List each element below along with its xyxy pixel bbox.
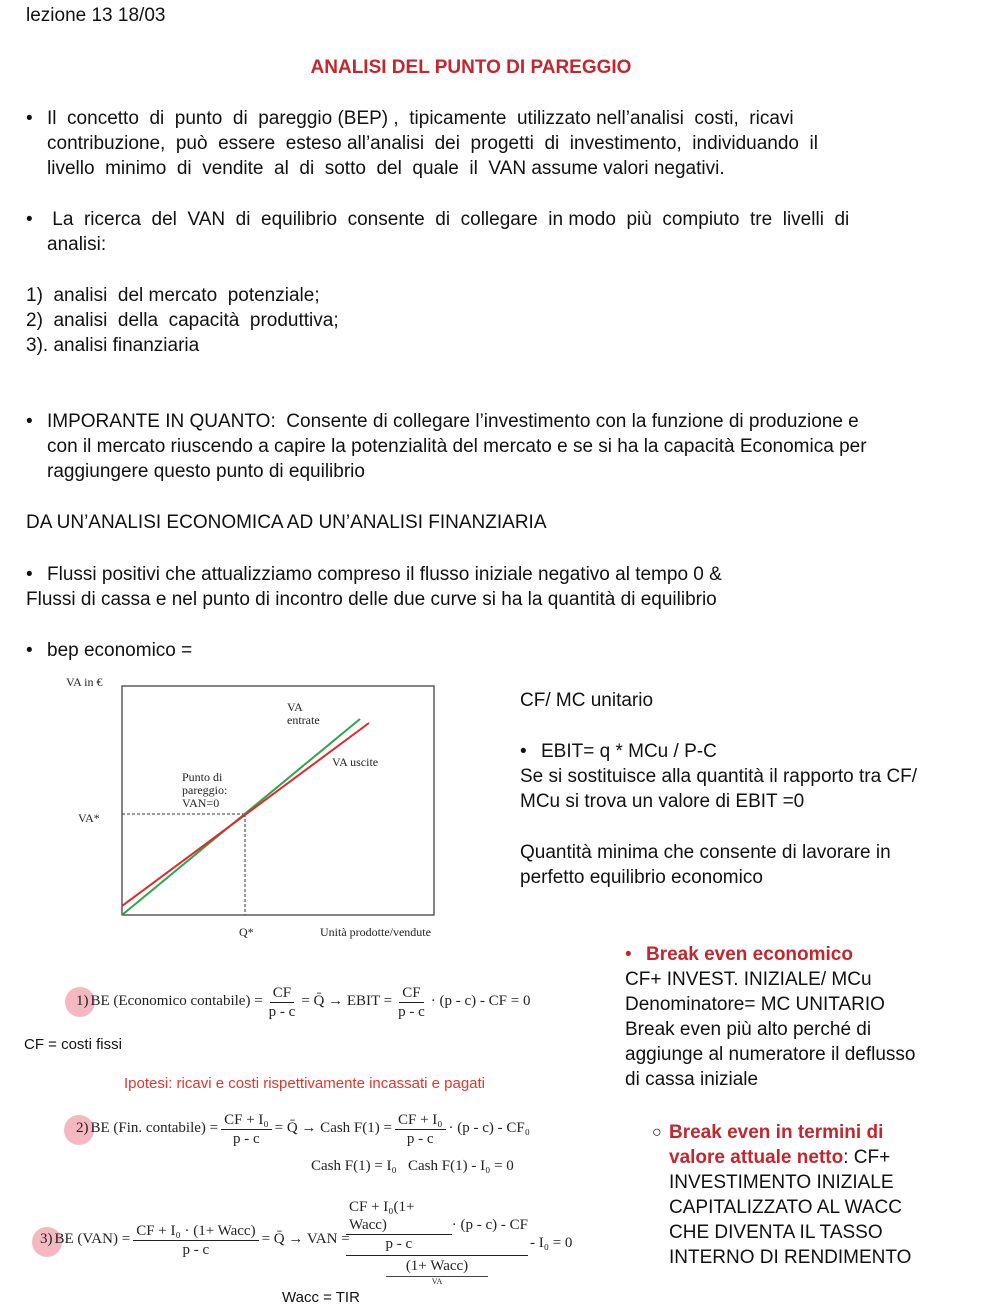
formula-mid: = Q̄ → Cash F(1) = [274, 1120, 392, 1137]
sub-title-line: Break even in termini di [669, 1122, 884, 1143]
cf-note: CF = costi fissi [24, 1036, 122, 1053]
y-axis-label: VA in € [66, 675, 103, 689]
text-line: livello minimo di vendite al di sotto del quale il VAN assume valori negativi. [47, 158, 725, 179]
text-line: INTERNO DI RENDIMENTO [669, 1247, 912, 1268]
frac-den: p - c [233, 1130, 260, 1147]
bullet-marker: • [26, 411, 33, 432]
section-heading: DA UN’ANALISI ECONOMICA AD UN’ANALISI FINANZIARIA [26, 512, 547, 533]
plot-frame [122, 686, 434, 915]
formula-mid: = Q̄ → VAN = [261, 1231, 350, 1248]
bullet-marker: • [26, 108, 33, 129]
formula-end: - I₀ = 0 [530, 1235, 573, 1251]
text-line: Flussi di cassa e nel punto di incontro delle due curve si ha la quantità di equilibrio [26, 589, 717, 610]
page-title: ANALISI DEL PUNTO DI PAREGGIO [310, 57, 632, 78]
formula-van-fraction [346, 1198, 528, 1286]
ipotesi-note: Ipotesi: ricavi e costi rispettivamente incassati e pagati [124, 1075, 486, 1092]
formula-number: 3) [40, 1231, 53, 1248]
list-item: 1) analisi del mercato potenziale; [26, 285, 320, 306]
frac-num: CF + I₀ [221, 1111, 272, 1130]
formula-mid: · (p - c) - CF [451, 1216, 528, 1233]
sub-bullet-marker: ○ [652, 1124, 662, 1141]
sub-title-line [669, 1145, 890, 1171]
bullet-marker: • [26, 564, 33, 585]
formula-be-economico [76, 982, 530, 1022]
wacc-note: Wacc = TIR [282, 1289, 360, 1306]
text-line: con il mercato riuscendo a capire la potenzialità del mercato e se si ha la capacità Economica per [47, 436, 867, 457]
bullet-marker: • [26, 209, 33, 230]
formula-end: · (p - c) - CF₀ [448, 1120, 530, 1137]
frac-num: CF + I₀ [395, 1111, 446, 1130]
frac-den: p - c [398, 1003, 425, 1020]
label-va-uscite: VA uscite [332, 755, 379, 769]
text-line: Flussi positivi che attualizziamo compreso il flusso iniziale negativo al tempo 0 & [47, 564, 722, 585]
frac-num: CF + I₀(1+ Wacc) [346, 1198, 452, 1235]
text-line: Se si sostituisce alla quantità il rapporto tra CF/ [520, 766, 918, 787]
text-line: Quantità minima che consente di lavorare in [520, 842, 891, 863]
formula-end: · (p - c) - CF = 0 [430, 993, 531, 1010]
text-line: IMPORANTE IN QUANTO: Consente di collegare l’investimento con la funzione di produzione e [47, 411, 859, 432]
frac-num: CF [399, 984, 423, 1003]
text-line: La ricerca del VAN di equilibrio consente di collegare in modo più compiuto tre livelli di [47, 209, 850, 230]
text-line: CAPITALIZZATO AL WACC [669, 1197, 902, 1218]
formula-lhs: BE (VAN) = [54, 1231, 131, 1248]
break-even-title: Break even economico [646, 944, 853, 965]
text-line: Denominatore= MC UNITARIO [625, 994, 885, 1015]
bullet-marker: • [26, 640, 33, 661]
formula-be-van-left [40, 1217, 350, 1263]
text-line: Il concetto di punto di pareggio (BEP) , tipicamente utilizzato nell’analisi costi, ricavi [47, 108, 794, 129]
label-line: VAN=0 [182, 796, 220, 810]
formula-lhs: BE (Fin. contabile) = [90, 1120, 219, 1137]
frac-den: p - c [268, 1003, 296, 1020]
label-va-entrate [287, 701, 320, 727]
frac-den: p - c [385, 1236, 413, 1252]
label-q-star: Q* [239, 925, 254, 939]
formula-mid: = Q̄ → EBIT = [301, 993, 393, 1010]
formula-number: 2) [76, 1120, 89, 1137]
break-even-diagram [0, 668, 500, 938]
frac-num: CF + I₀ · (1+ Wacc) [133, 1222, 258, 1241]
list-item: 3). analisi finanziaria [26, 335, 200, 356]
cf-mc-line: CF/ MC unitario [520, 690, 654, 711]
text-line: di cassa iniziale [625, 1069, 759, 1090]
text-line: contribuzione, può essere esteso all’analisi dei progetti di investimento, individuando il [47, 133, 818, 154]
bep-economico-label: bep economico = [47, 640, 193, 661]
frac-den: p - c [406, 1130, 434, 1147]
label-line: VA [287, 700, 303, 714]
text-line: INVESTIMENTO INIZIALE [669, 1172, 894, 1193]
formula-be-fin-contabile [76, 1108, 530, 1150]
bullet-marker: • [520, 741, 527, 762]
frac-den: p - c [182, 1241, 210, 1258]
sub-title-emphasis: valore attuale netto [669, 1147, 844, 1168]
x-axis-label: Unità prodotte/vendute [320, 925, 431, 939]
text-line: analisi: [47, 234, 107, 255]
text-line: MCu si trova un valore di EBIT =0 [520, 791, 805, 812]
label-punto-pareggio [182, 771, 227, 810]
text-line: raggiungere questo punto di equilibrio [47, 461, 365, 482]
formula-cashflow-line: Cash F(1) = I₀ Cash F(1) - I₀ = 0 [311, 1158, 514, 1174]
label-line: entrate [287, 713, 320, 727]
text-line: CF+ INVEST. INIZIALE/ MCu [625, 969, 872, 990]
formula-lhs: BE (Economico contabile) = [90, 993, 263, 1010]
text-line: aggiunge al numeratore il deflusso [625, 1044, 916, 1065]
text-line: perfetto equilibrio economico [520, 867, 763, 888]
list-item: 2) analisi della capacità produttiva; [26, 310, 339, 331]
formula-number: 1) [76, 993, 89, 1010]
ebit-formula: EBIT= q * MCu / P-C [541, 741, 717, 762]
text-line: Break even più alto perché di [625, 1019, 872, 1040]
label-line: Punto di [182, 770, 223, 784]
label-line: pareggio: [182, 783, 228, 797]
frac-den: (1+ Wacc) [405, 1258, 469, 1274]
text-line: CHE DIVENTA IL TASSO [669, 1222, 883, 1243]
lesson-header: lezione 13 18/03 [26, 5, 166, 26]
sub-title-rest: : CF+ [843, 1147, 891, 1168]
va-brace-label: VA [386, 1276, 488, 1286]
frac-num: CF [270, 984, 294, 1003]
label-va-star: VA* [78, 811, 100, 825]
bullet-marker: • [625, 944, 632, 965]
